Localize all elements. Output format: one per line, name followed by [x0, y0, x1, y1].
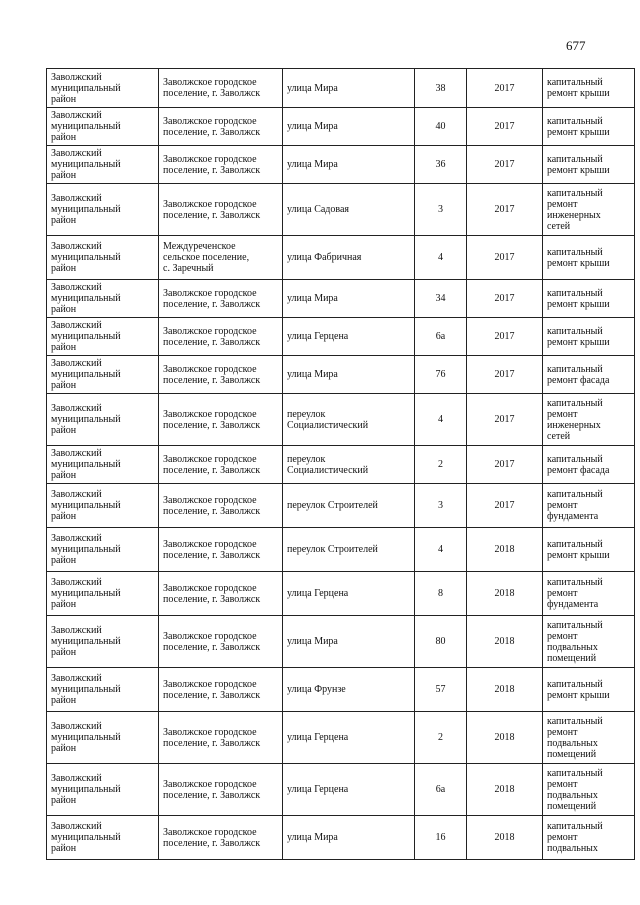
settlement-cell-text: Заволжское городское поселение, г. Заволжск	[163, 630, 261, 653]
year-cell	[467, 394, 543, 446]
street-cell	[283, 484, 415, 528]
district-cell-text: Заволжский муниципальный район	[51, 448, 121, 481]
settlement-cell-text: Заволжское городское поселение, г. Заволжск	[163, 538, 261, 561]
house-number-cell	[415, 236, 467, 280]
work-type-cell-text: капитальный ремонт крыши	[547, 77, 610, 99]
year-cell	[467, 528, 543, 572]
house-number-cell	[415, 108, 467, 146]
district-cell	[47, 446, 159, 484]
table-row	[47, 356, 635, 394]
settlement-cell-text: Заволжское городское поселение, г. Заволжск	[163, 198, 261, 221]
table-row	[47, 280, 635, 318]
work-type-cell-text: капитальный ремонт фасада	[547, 363, 610, 386]
street-cell	[283, 108, 415, 146]
work-type-cell	[543, 356, 635, 394]
table-row	[47, 236, 635, 280]
district-cell	[47, 146, 159, 184]
year-cell	[467, 318, 543, 356]
district-cell-text: Заволжский муниципальный район	[51, 403, 121, 436]
work-type-cell	[543, 446, 635, 484]
work-type-cell-text: капитальный ремонт фундамента	[547, 489, 603, 522]
year-cell-text: 2018	[494, 636, 515, 647]
work-type-cell	[543, 484, 635, 528]
street-cell-text: улица Мира	[287, 369, 338, 380]
table-row	[47, 616, 635, 668]
settlement-cell	[159, 712, 283, 764]
district-cell	[47, 318, 159, 356]
settlement-cell	[159, 616, 283, 668]
street-cell	[283, 236, 415, 280]
year-cell	[467, 764, 543, 816]
house-number-cell-text: 4	[438, 252, 443, 263]
table-row	[47, 712, 635, 764]
street-cell-text: улица Герцена	[287, 331, 349, 342]
work-type-cell-text: капитальный ремонт крыши	[547, 246, 610, 269]
street-cell	[283, 528, 415, 572]
work-type-cell	[543, 280, 635, 318]
house-number-cell	[415, 356, 467, 394]
table-row	[47, 108, 635, 146]
settlement-cell-text: Заволжское городское поселение, г. Заволжск	[163, 115, 261, 138]
settlement-cell-text: Заволжское городское поселение, г. Заволжск	[163, 363, 261, 386]
table-row	[47, 816, 635, 860]
district-cell-text: Заволжский муниципальный район	[51, 148, 121, 181]
year-cell-text: 2018	[494, 832, 515, 843]
work-type-cell-text: капитальный ремонт крыши	[547, 287, 610, 310]
street-cell	[283, 712, 415, 764]
district-cell-text: Заволжский муниципальный район	[51, 821, 121, 854]
house-number-cell	[415, 764, 467, 816]
work-type-cell	[543, 318, 635, 356]
street-cell	[283, 69, 415, 108]
year-cell	[467, 69, 543, 108]
table-row	[47, 184, 635, 236]
house-number-cell-text: 34	[435, 293, 446, 304]
work-type-cell	[543, 712, 635, 764]
street-cell	[283, 318, 415, 356]
street-cell-text: улица Мира	[287, 293, 338, 304]
house-number-cell	[415, 446, 467, 484]
house-number-cell	[415, 184, 467, 236]
house-number-cell	[415, 484, 467, 528]
settlement-cell-text: Заволжское городское поселение, г. Заволжск	[163, 778, 261, 801]
year-cell-text: 2017	[494, 369, 515, 380]
year-cell	[467, 236, 543, 280]
street-cell-text: улица Мира	[287, 832, 338, 843]
settlement-cell	[159, 69, 283, 108]
district-cell-text: Заволжский муниципальный район	[51, 721, 121, 754]
work-type-cell-text: капитальный ремонт подвальных помещений	[547, 715, 603, 760]
street-cell-text: улица Мира	[287, 82, 338, 94]
year-cell-text: 2017	[494, 331, 515, 342]
year-cell-text: 2018	[494, 784, 515, 795]
settlement-cell-text: Междуреченское сельское поселение, с. Заречный	[163, 241, 250, 274]
district-cell	[47, 528, 159, 572]
district-cell-text: Заволжский муниципальный район	[51, 577, 121, 610]
work-type-cell	[543, 528, 635, 572]
settlement-cell	[159, 146, 283, 184]
district-cell	[47, 712, 159, 764]
work-type-cell	[543, 616, 635, 668]
street-cell-text: улица Садовая	[287, 204, 350, 215]
street-cell	[283, 764, 415, 816]
district-cell-text: Заволжский муниципальный район	[51, 71, 121, 105]
settlement-cell-text: Заволжское городское поселение, г. Заволжск	[163, 408, 261, 431]
house-number-cell	[415, 816, 467, 860]
year-cell-text: 2017	[494, 159, 515, 170]
district-cell	[47, 184, 159, 236]
work-type-cell-text: капитальный ремонт инженерных сетей	[547, 397, 603, 442]
settlement-cell	[159, 356, 283, 394]
street-cell-text: улица Мира	[287, 121, 338, 132]
work-type-cell-text: капитальный ремонт подвальных помещений	[547, 619, 603, 664]
street-cell-text: переулок Строителей	[287, 500, 378, 511]
table-row	[47, 394, 635, 446]
district-cell-text: Заволжский муниципальный район	[51, 110, 121, 143]
house-number-cell-text: 16	[435, 832, 446, 843]
work-type-cell	[543, 816, 635, 860]
year-cell	[467, 356, 543, 394]
house-number-cell-text: 6а	[435, 784, 446, 795]
settlement-cell	[159, 572, 283, 616]
street-cell-text: улица Фабричная	[287, 252, 362, 263]
settlement-cell-text: Заволжское городское поселение, г. Заволжск	[163, 826, 261, 849]
street-cell-text: улица Герцена	[287, 588, 349, 599]
work-type-cell-text: капитальный ремонт подвальных помещений	[547, 767, 603, 812]
year-cell	[467, 108, 543, 146]
district-cell-text: Заволжский муниципальный район	[51, 533, 121, 566]
table-row	[47, 484, 635, 528]
district-cell	[47, 616, 159, 668]
district-cell-text: Заволжский муниципальный район	[51, 358, 121, 391]
table-row	[47, 668, 635, 712]
house-number-cell-text: 8	[438, 588, 443, 599]
year-cell	[467, 668, 543, 712]
house-number-cell	[415, 668, 467, 712]
table-row	[47, 446, 635, 484]
year-cell	[467, 484, 543, 528]
settlement-cell-text: Заволжское городское поселение, г. Заволжск	[163, 494, 261, 517]
house-number-cell-text: 2	[438, 732, 443, 743]
table-row	[47, 764, 635, 816]
work-type-cell	[543, 69, 635, 108]
work-type-cell	[543, 668, 635, 712]
house-number-cell-text: 76	[435, 369, 446, 380]
repair-schedule-table	[46, 68, 635, 860]
year-cell-text: 2018	[494, 588, 515, 599]
street-cell-text: улица Мира	[287, 636, 338, 647]
district-cell-text: Заволжский муниципальный район	[51, 282, 121, 315]
work-type-cell-text: капитальный ремонт крыши	[547, 538, 610, 561]
settlement-cell	[159, 236, 283, 280]
district-cell	[47, 668, 159, 712]
table-row	[47, 528, 635, 572]
work-type-cell	[543, 236, 635, 280]
house-number-cell-text: 3	[438, 204, 443, 215]
settlement-cell-text: Заволжское городское поселение, г. Заволжск	[163, 77, 261, 99]
street-cell	[283, 446, 415, 484]
district-cell-text: Заволжский муниципальный район	[51, 625, 121, 658]
table-row	[47, 146, 635, 184]
district-cell	[47, 816, 159, 860]
house-number-cell-text: 57	[435, 684, 446, 695]
house-number-cell-text: 4	[438, 544, 443, 555]
year-cell	[467, 280, 543, 318]
work-type-cell-text: капитальный ремонт подвальных	[547, 821, 603, 854]
district-cell	[47, 484, 159, 528]
work-type-cell	[543, 394, 635, 446]
settlement-cell	[159, 484, 283, 528]
house-number-cell	[415, 146, 467, 184]
settlement-cell	[159, 318, 283, 356]
street-cell-text: переулок Социалистический	[287, 408, 369, 431]
work-type-cell-text: капитальный ремонт крыши	[547, 678, 610, 701]
house-number-cell	[415, 528, 467, 572]
street-cell	[283, 616, 415, 668]
settlement-cell-text: Заволжское городское поселение, г. Заволжск	[163, 453, 261, 476]
street-cell	[283, 184, 415, 236]
house-number-cell	[415, 318, 467, 356]
house-number-cell-text: 36	[435, 159, 446, 170]
district-cell	[47, 764, 159, 816]
district-cell	[47, 236, 159, 280]
street-cell	[283, 146, 415, 184]
street-cell-text: переулок Социалистический	[287, 453, 369, 476]
table-body	[47, 69, 635, 860]
work-type-cell	[543, 184, 635, 236]
house-number-cell	[415, 394, 467, 446]
house-number-cell	[415, 712, 467, 764]
district-cell	[47, 394, 159, 446]
year-cell-text: 2017	[494, 414, 515, 425]
year-cell-text: 2017	[494, 293, 515, 304]
district-cell-text: Заволжский муниципальный район	[51, 241, 121, 274]
street-cell-text: улица Герцена	[287, 784, 349, 795]
year-cell	[467, 816, 543, 860]
settlement-cell	[159, 280, 283, 318]
district-cell-text: Заволжский муниципальный район	[51, 673, 121, 706]
district-cell	[47, 280, 159, 318]
settlement-cell	[159, 108, 283, 146]
settlement-cell	[159, 764, 283, 816]
settlement-cell-text: Заволжское городское поселение, г. Заволжск	[163, 287, 261, 310]
house-number-cell-text: 4	[438, 414, 443, 425]
house-number-cell	[415, 616, 467, 668]
district-cell	[47, 108, 159, 146]
year-cell	[467, 572, 543, 616]
work-type-cell-text: капитальный ремонт крыши	[547, 115, 610, 138]
street-cell-text: улица Мира	[287, 159, 338, 170]
house-number-cell-text: 3	[438, 500, 443, 511]
year-cell-text: 2018	[494, 544, 515, 555]
house-number-cell	[415, 572, 467, 616]
table-row	[47, 69, 635, 108]
street-cell	[283, 816, 415, 860]
year-cell-text: 2017	[494, 459, 515, 470]
district-cell-text: Заволжский муниципальный район	[51, 773, 121, 806]
district-cell	[47, 356, 159, 394]
district-cell-text: Заволжский муниципальный район	[51, 489, 121, 522]
street-cell	[283, 394, 415, 446]
year-cell-text: 2017	[494, 500, 515, 511]
house-number-cell	[415, 69, 467, 108]
year-cell-text: 2017	[494, 204, 515, 215]
settlement-cell-text: Заволжское городское поселение, г. Заволжск	[163, 678, 261, 701]
work-type-cell	[543, 108, 635, 146]
street-cell-text: улица Герцена	[287, 732, 349, 743]
street-cell-text: улица Фрунзе	[287, 684, 346, 695]
settlement-cell	[159, 668, 283, 712]
settlement-cell	[159, 394, 283, 446]
house-number-cell-text: 6а	[435, 331, 446, 342]
year-cell	[467, 616, 543, 668]
settlement-cell	[159, 184, 283, 236]
settlement-cell-text: Заволжское городское поселение, г. Заволжск	[163, 153, 261, 176]
street-cell	[283, 356, 415, 394]
work-type-cell-text: капитальный ремонт инженерных сетей	[547, 187, 603, 232]
year-cell	[467, 712, 543, 764]
house-number-cell-text: 40	[435, 121, 446, 132]
work-type-cell	[543, 146, 635, 184]
district-cell-text: Заволжский муниципальный район	[51, 320, 121, 353]
page-number: 677	[566, 38, 586, 53]
house-number-cell-text: 2	[438, 459, 443, 470]
year-cell	[467, 446, 543, 484]
table-row	[47, 572, 635, 616]
house-number-cell-text: 80	[435, 636, 446, 647]
year-cell-text: 2018	[494, 732, 515, 743]
table-row	[47, 318, 635, 356]
work-type-cell-text: капитальный ремонт фасада	[547, 453, 610, 476]
street-cell	[283, 668, 415, 712]
work-type-cell	[543, 572, 635, 616]
year-cell-text: 2017	[494, 121, 515, 132]
house-number-cell	[415, 280, 467, 318]
year-cell	[467, 184, 543, 236]
street-cell	[283, 280, 415, 318]
settlement-cell	[159, 528, 283, 572]
work-type-cell-text: капитальный ремонт крыши	[547, 325, 610, 348]
street-cell	[283, 572, 415, 616]
district-cell	[47, 69, 159, 108]
district-cell	[47, 572, 159, 616]
year-cell	[467, 146, 543, 184]
year-cell-text: 2018	[494, 684, 515, 695]
settlement-cell	[159, 446, 283, 484]
year-cell-text: 2017	[494, 82, 515, 94]
street-cell-text: переулок Строителей	[287, 544, 378, 555]
year-cell-text: 2017	[494, 252, 515, 263]
settlement-cell-text: Заволжское городское поселение, г. Заволжск	[163, 325, 261, 348]
settlement-cell	[159, 816, 283, 860]
settlement-cell-text: Заволжское городское поселение, г. Заволжск	[163, 726, 261, 749]
district-cell-text: Заволжский муниципальный район	[51, 193, 121, 226]
work-type-cell-text: капитальный ремонт фундамента	[547, 577, 603, 610]
settlement-cell-text: Заволжское городское поселение, г. Заволжск	[163, 582, 261, 605]
work-type-cell-text: капитальный ремонт крыши	[547, 153, 610, 176]
house-number-cell-text: 38	[435, 82, 446, 94]
work-type-cell	[543, 764, 635, 816]
